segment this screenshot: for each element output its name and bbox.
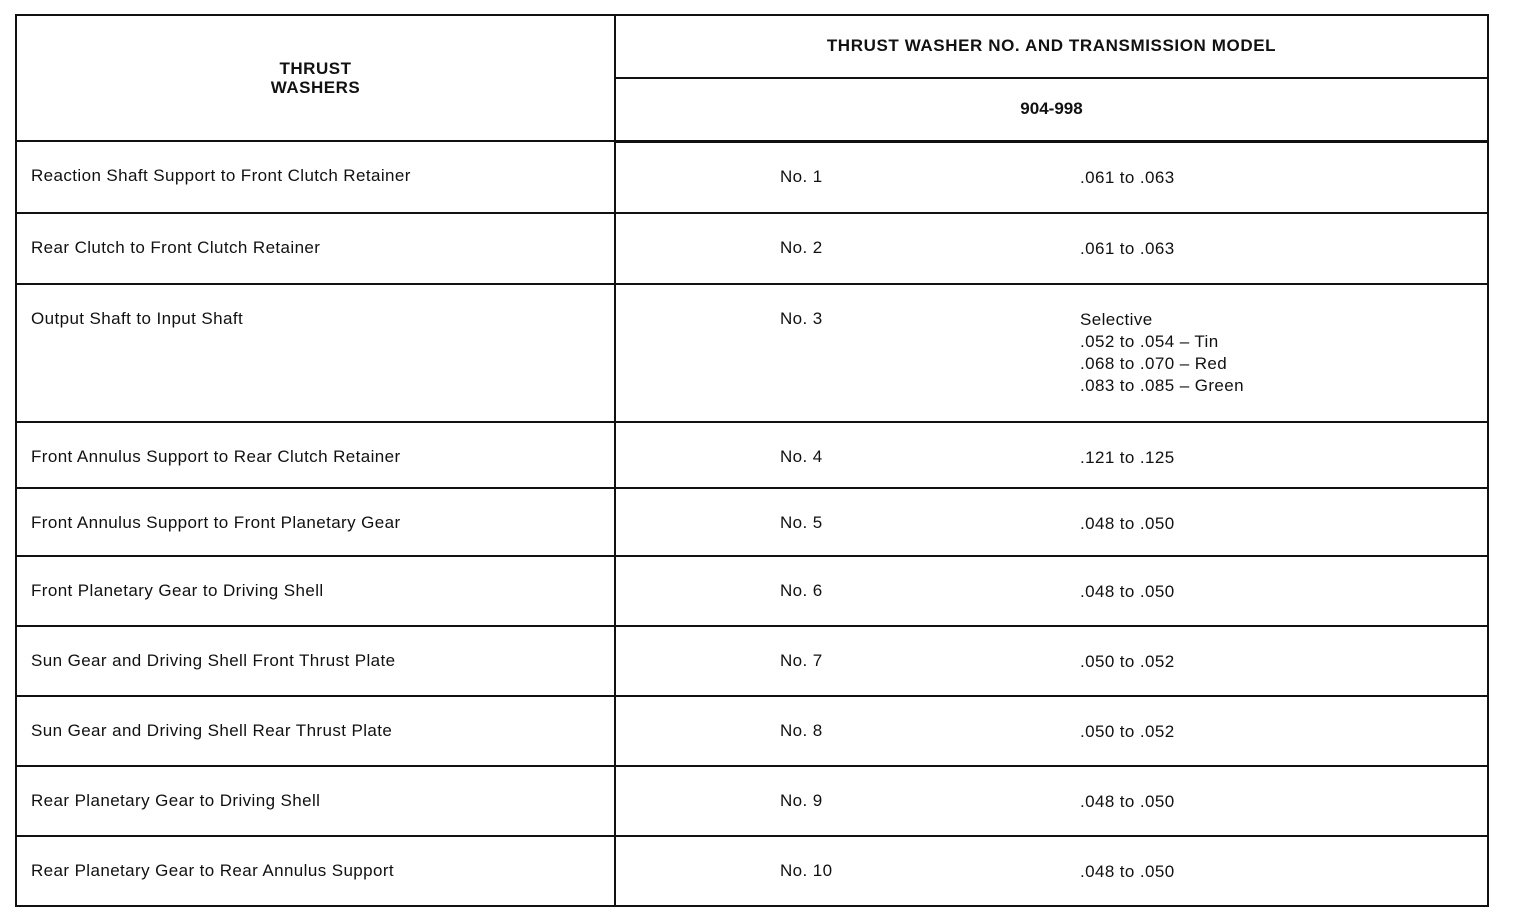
washer-thickness-spec (1080, 167, 1175, 189)
header-thrust-washers (16, 15, 615, 141)
table-row (16, 422, 1488, 488)
washer-location: Front Annulus Support to Front Planetary Gear (16, 488, 615, 556)
washer-values-cell (615, 284, 1488, 422)
washer-thickness-spec (1080, 721, 1175, 743)
washer-number: No. 3 (780, 309, 823, 328)
table-row (16, 284, 1488, 422)
washer-number: No. 9 (780, 791, 823, 810)
washer-location: Sun Gear and Driving Shell Front Thrust Plate (16, 626, 615, 696)
header-washer-no-and-model: THRUST WASHER NO. AND TRANSMISSION MODEL (615, 15, 1488, 78)
washer-values-cell (615, 696, 1488, 766)
washer-values-cell (615, 213, 1488, 284)
washer-number: No. 6 (780, 581, 823, 600)
washer-values-cell (615, 626, 1488, 696)
table-body (16, 141, 1488, 906)
washer-values-cell (615, 488, 1488, 556)
washer-location: Rear Clutch to Front Clutch Retainer (16, 213, 615, 284)
washer-thickness-spec (1080, 309, 1244, 397)
washer-number: No. 5 (780, 513, 823, 532)
washer-thickness-spec (1080, 513, 1175, 535)
thrust-washer-table (15, 14, 1489, 907)
washer-values-cell (615, 141, 1488, 213)
spec-line: .048 to .050 (1080, 792, 1175, 811)
washer-values-cell (615, 836, 1488, 906)
table-row (16, 696, 1488, 766)
header-transmission-model: 904-998 (615, 78, 1488, 141)
washer-values-cell (615, 422, 1488, 488)
washer-number: No. 7 (780, 651, 823, 670)
spec-line: .061 to .063 (1080, 239, 1175, 258)
washer-thickness-spec (1080, 651, 1175, 673)
washer-thickness-spec (1080, 861, 1175, 883)
washer-thickness-spec (1080, 581, 1175, 603)
table-row (16, 836, 1488, 906)
washer-values-cell (615, 766, 1488, 836)
spec-line: Selective (1080, 310, 1153, 329)
washer-location: Output Shaft to Input Shaft (16, 284, 615, 422)
washer-location: Rear Planetary Gear to Rear Annulus Support (16, 836, 615, 906)
washer-location: Front Planetary Gear to Driving Shell (16, 556, 615, 626)
washer-values-cell (615, 556, 1488, 626)
washer-location: Rear Planetary Gear to Driving Shell (16, 766, 615, 836)
washer-location: Front Annulus Support to Rear Clutch Retainer (16, 422, 615, 488)
spec-line: .121 to .125 (1080, 448, 1175, 467)
spec-line: .050 to .052 (1080, 722, 1175, 741)
spec-line: .048 to .050 (1080, 862, 1175, 881)
washer-number: No. 2 (780, 238, 823, 257)
washer-location: Reaction Shaft Support to Front Clutch Retainer (16, 141, 615, 213)
header-thrust-washers-line2: WASHERS (270, 78, 361, 97)
washer-number: No. 10 (780, 861, 833, 880)
table-row (16, 766, 1488, 836)
washer-thickness-spec (1080, 238, 1175, 260)
spec-line: .048 to .050 (1080, 514, 1175, 533)
table-row (16, 141, 1488, 213)
spec-line: .068 to .070 – Red (1080, 354, 1228, 373)
spec-line: .050 to .052 (1080, 652, 1175, 671)
spec-line: .052 to .054 – Tin (1080, 332, 1219, 351)
washer-thickness-spec (1080, 791, 1175, 813)
washer-number: No. 1 (780, 166, 823, 186)
table-row (16, 556, 1488, 626)
washer-number: No. 8 (780, 721, 823, 740)
washer-location: Sun Gear and Driving Shell Rear Thrust Plate (16, 696, 615, 766)
spec-line: .061 to .063 (1080, 167, 1175, 187)
header-thrust-washers-line1: THRUST (279, 59, 352, 78)
table-row (16, 213, 1488, 284)
washer-thickness-spec (1080, 447, 1175, 469)
spec-line: .048 to .050 (1080, 582, 1175, 601)
table-row (16, 488, 1488, 556)
table-row (16, 626, 1488, 696)
spec-line: .083 to .085 – Green (1080, 376, 1244, 395)
washer-number: No. 4 (780, 447, 823, 466)
